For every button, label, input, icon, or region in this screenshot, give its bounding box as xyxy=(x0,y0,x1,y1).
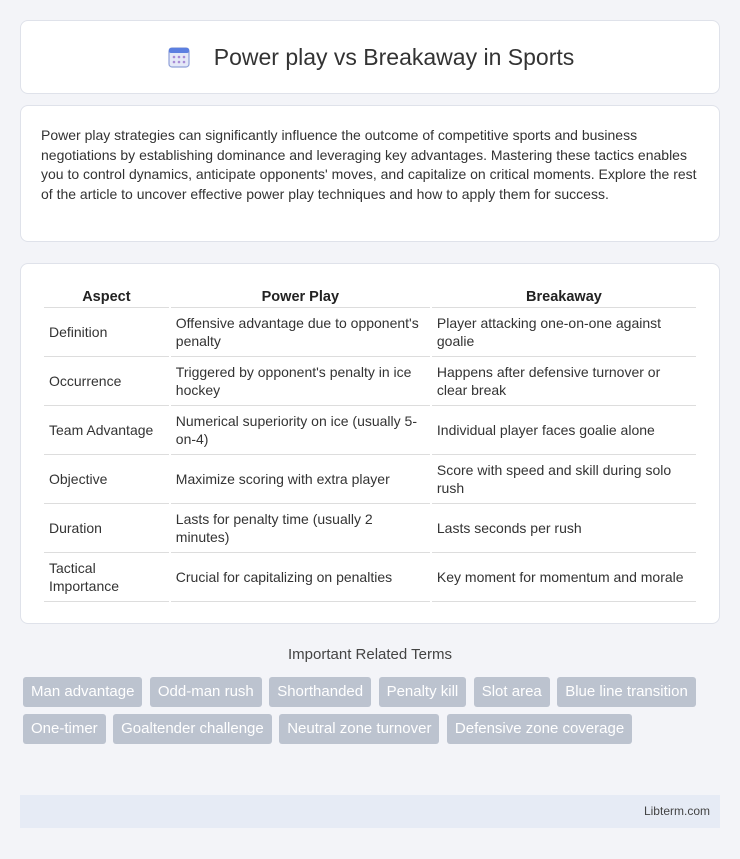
table-cell: Maximize scoring with extra player xyxy=(171,455,430,504)
tag-goaltender-challenge[interactable]: Goaltender challenge xyxy=(113,714,272,744)
footer xyxy=(20,795,720,828)
tag-shorthanded[interactable]: Shorthanded xyxy=(269,677,371,707)
table-row xyxy=(44,357,696,406)
tag-neutral-zone-turnover[interactable]: Neutral zone turnover xyxy=(279,714,439,744)
table-cell: Duration xyxy=(44,504,169,553)
table-cell: Tactical Importance xyxy=(44,553,169,602)
tag-defensive-zone-coverage[interactable]: Defensive zone coverage xyxy=(447,714,632,744)
intro-card xyxy=(20,105,720,242)
tag-blue-line-transition[interactable]: Blue line transition xyxy=(557,677,696,707)
table-row xyxy=(44,553,696,602)
table-cell: Numerical superiority on ice (usually 5-on-4) xyxy=(171,406,430,455)
comparison-table xyxy=(42,284,698,602)
tag-slot-area[interactable]: Slot area xyxy=(474,677,550,707)
table-cell: Key moment for momentum and morale xyxy=(432,553,696,602)
table-row xyxy=(44,504,696,553)
intro-text: Power play strategies can significantly influence the outcome of competitive sports and business negotiations by establishing dominance and leveraging key advantages. Mastering these tactics enables you to control dynamics, anticipate opponents' moves, and capitalize on critical moments. Explore the rest of the article to uncover effective power play techniques and how to apply them for success. xyxy=(41,127,697,202)
table-cell: Triggered by opponent's penalty in ice hockey xyxy=(171,357,430,406)
column-header: Breakaway xyxy=(432,284,696,308)
tag-man-advantage[interactable]: Man advantage xyxy=(23,677,142,707)
column-header: Aspect xyxy=(44,284,169,308)
header-card xyxy=(20,20,720,94)
table-cell: Offensive advantage due to opponent's penalty xyxy=(171,308,430,357)
tag-penalty-kill[interactable]: Penalty kill xyxy=(379,677,467,707)
tag-odd-man-rush[interactable]: Odd-man rush xyxy=(150,677,262,707)
table-cell: Team Advantage xyxy=(44,406,169,455)
table-cell: Happens after defensive turnover or clear break xyxy=(432,357,696,406)
related-terms-title: Important Related Terms xyxy=(288,646,452,663)
table-cell: Crucial for capitalizing on penalties xyxy=(171,553,430,602)
table-row xyxy=(44,455,696,504)
table-cell: Lasts seconds per rush xyxy=(432,504,696,553)
table-cell: Player attacking one-on-one against goalie xyxy=(432,308,696,357)
table-cell: Individual player faces goalie alone xyxy=(432,406,696,455)
table-cell: Objective xyxy=(44,455,169,504)
page-title: Power play vs Breakaway in Sports xyxy=(213,43,575,70)
table-header-row xyxy=(44,284,696,308)
related-terms-tags xyxy=(23,677,723,751)
comparison-table-card xyxy=(20,263,720,624)
tag-one-timer[interactable]: One-timer xyxy=(23,714,106,744)
table-row xyxy=(44,406,696,455)
table-cell: Definition xyxy=(44,308,169,357)
column-header: Power Play xyxy=(171,284,430,308)
table-cell: Score with speed and skill during solo rush xyxy=(432,455,696,504)
table-row xyxy=(44,308,696,357)
table-cell: Occurrence xyxy=(44,357,169,406)
table-cell: Lasts for penalty time (usually 2 minutes) xyxy=(171,504,430,553)
footer-site-link[interactable]: Libterm.com xyxy=(643,804,710,818)
calendar-icon xyxy=(166,44,192,70)
